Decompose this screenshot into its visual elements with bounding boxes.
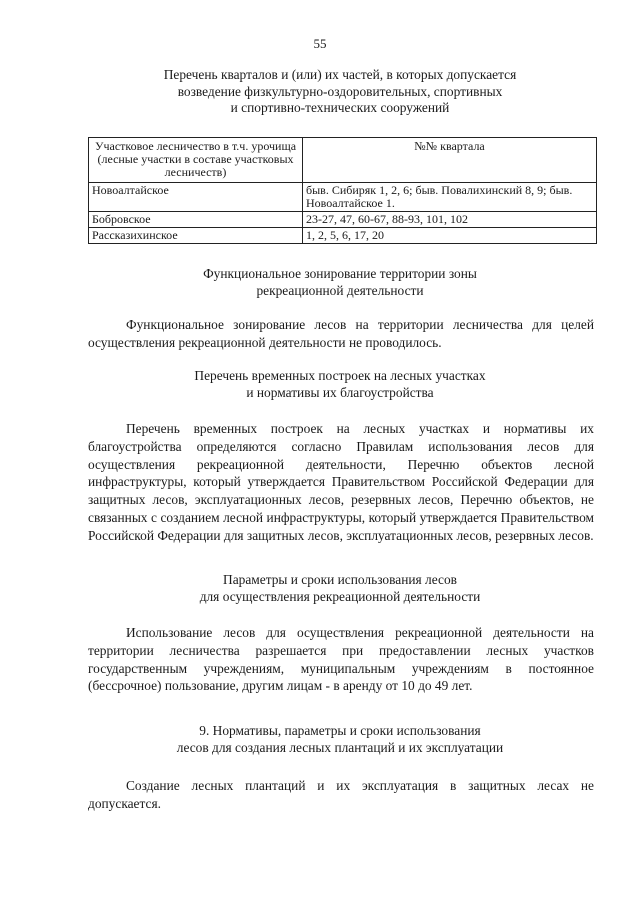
title-line: и нормативы их благоустройства [246,384,434,400]
title-line: Параметры и сроки использования лесов [223,572,457,587]
cell-forestry: Новоалтайское [89,182,303,211]
paragraph-text: Использование лесов для осуществления рекреационной деятельности на территории лесничества разрешается при предоставлении лесных участков государственным учреждениям, муниципальным учреждениям в постоянное (бессрочное) пользование, другим лицам - в аренду от 10 до 49 лет. [88,625,594,694]
zoning-paragraph [88,316,594,352]
title-line: возведение физкультурно-оздоровительных, спортивных [177,83,503,99]
table-row [89,182,597,211]
title-line: Функциональное зонирование территории зоны [203,266,477,281]
temporary-paragraph [88,420,594,545]
cell-forestry: Бобровское [89,212,303,228]
quarters-section-title [60,67,620,117]
paragraph-text: Перечень временных построек на лесных участках и нормативы их благоустройства определяются согласно Правилам использования лесов для осуществления рекреационной деятельности, Перечню объектов лесной инфраструктуры, который утверждается Правительством Российской Федерации для защитных лесов, эксплуатационных лесов, резервных лесов, Перечню объектов, не связанных с созданием лесной инфраструктуры, который утверждается Правительством Российской Федерации для защитных лесов, эксплуатационных лесов, резервных лесов. [88,421,594,543]
table-header-row [89,138,597,183]
zoning-section-title [60,266,620,299]
title-line: 9. Нормативы, параметры и сроки использования [199,723,481,738]
title-line: рекреационной деятельности [256,282,424,298]
header-quarters: №№ квартала [303,138,597,183]
title-line: Перечень временных построек на лесных участках [194,368,486,383]
table-row [89,212,597,228]
paragraph-text: Создание лесных плантаций и их эксплуатация в защитных лесах не допускается. [88,778,594,811]
title-line: Перечень кварталов и (или) их частей, в которых допускается [163,67,517,82]
cell-forestry: Рассказихинское [89,228,303,244]
paragraph-text: Функциональное зонирование лесов на территории лесничества для целей осуществления рекреационной деятельности не проводилось. [88,317,594,350]
temporary-section-title [60,368,620,401]
table-row [89,228,597,244]
header-forestry: Участковое лесничество в т.ч. урочища (лесные участки в составе участковых лесничеств) [89,138,303,183]
params-paragraph [88,624,594,695]
cell-quarters: быв. Сибиряк 1, 2, 6; быв. Повалихинский 8, 9; быв. Новоалтайское 1. [303,182,597,211]
quarters-table [88,137,597,244]
cell-quarters: 1, 2, 5, 6, 17, 20 [303,228,597,244]
params-section-title [60,572,620,605]
plantations-paragraph [88,777,594,813]
title-line: лесов для создания лесных плантаций и их эксплуатации [176,739,504,755]
cell-quarters: 23-27, 47, 60-67, 88-93, 101, 102 [303,212,597,228]
title-line: и спортивно-технических сооружений [230,100,450,115]
page-number: 55 [313,36,327,51]
title-line: для осуществления рекреационной деятельности [199,588,481,604]
plantations-section-title [60,723,620,756]
